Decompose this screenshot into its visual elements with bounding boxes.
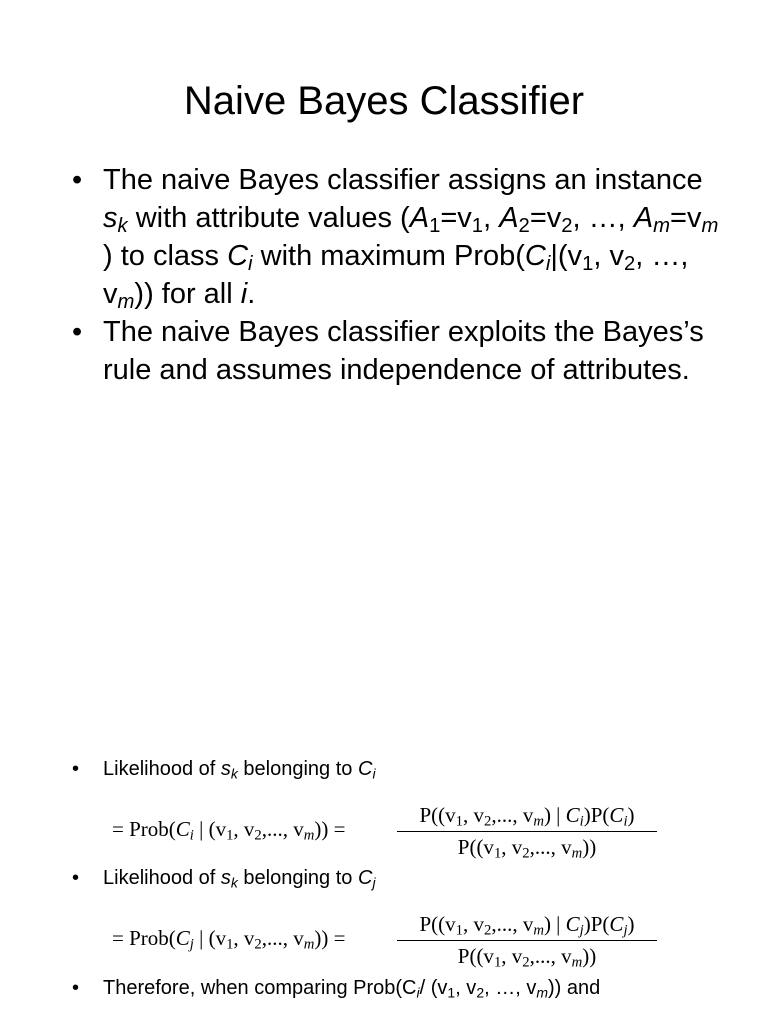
sub-2: 2: [522, 845, 530, 862]
bullet-text: =v: [529, 202, 562, 234]
sub-1: 1: [493, 954, 502, 971]
sub-m: m: [571, 954, 583, 971]
sub-m: m: [533, 813, 544, 830]
eq-text: P((v: [457, 944, 494, 968]
slide-title: Naive Bayes Classifier: [183, 79, 585, 123]
eq-text: ,..., v: [529, 944, 572, 968]
numerator: [397, 803, 657, 828]
sub-j: j: [623, 922, 628, 939]
denominator: [397, 835, 657, 860]
eq-text: ,..., v: [261, 817, 304, 841]
sub-1: 1: [429, 215, 441, 238]
bullet-symbol: •: [72, 758, 80, 780]
sub-1: 1: [455, 813, 463, 830]
var-c: C: [175, 926, 190, 950]
var-a: A: [633, 202, 654, 234]
sub-i: i: [372, 765, 376, 782]
likelihood-bullet-i: [72, 756, 732, 782]
eq-text: | (v: [193, 926, 227, 950]
bullet-text: belonging to: [237, 758, 358, 780]
var-i: i: [240, 278, 248, 310]
numerator: [397, 912, 657, 937]
bullet-text: .: [247, 278, 256, 310]
therefore-bullet: [72, 975, 732, 1001]
var-c: C: [227, 240, 249, 272]
sub-i: i: [623, 813, 628, 830]
sub-m: m: [303, 827, 315, 844]
eq-text: ,..., v: [491, 912, 534, 936]
sub-m: m: [303, 936, 315, 953]
bullet-item-2: [72, 313, 732, 389]
eq-text: ,..., v: [491, 803, 534, 827]
sub-i: i: [579, 813, 584, 830]
sub-1: 1: [493, 845, 502, 862]
sub-i: i: [416, 984, 420, 1001]
eq-text: , v: [462, 912, 484, 936]
sub-2: 2: [254, 827, 262, 844]
bullet-symbol: •: [72, 316, 83, 348]
equation-lhs: = $Prob(C_j$ | ($v_1$, $v_2$,..., $v_m$)) =: [112, 926, 346, 953]
sub-i: i: [545, 253, 551, 276]
sub-j: j: [372, 874, 376, 891]
equation-fraction: [397, 912, 657, 969]
sub-m: m: [701, 215, 719, 238]
eq-text: )) =: [314, 817, 346, 841]
sub-1: 1: [447, 984, 456, 1001]
sub-1: 1: [582, 253, 594, 276]
var-c: C: [565, 912, 580, 936]
bullet-text: Likelihood of: [103, 758, 221, 780]
bullet-text: )) and: [548, 977, 601, 999]
sub-k: k: [230, 765, 238, 782]
bullet-item-1: [72, 161, 732, 313]
eq-text: )P(: [583, 803, 610, 827]
equation-fraction: [397, 803, 657, 860]
eq-text: ,..., v: [261, 926, 304, 950]
sub-2: 2: [561, 215, 573, 238]
fraction-bar: [397, 940, 657, 941]
bullet-text: =v: [440, 202, 472, 234]
bullet-text: , v: [593, 240, 624, 272]
eq-text: )) =: [314, 926, 346, 950]
eq-text: = Prob: [112, 926, 169, 950]
bullet-symbol: •: [72, 164, 83, 196]
var-s: s: [103, 202, 118, 234]
equation-lhs: = $Prob(C_i$ | ($v_1$, $v_2$,..., $v_m$)) =: [112, 817, 346, 844]
sub-2: 2: [254, 936, 262, 953]
eq-text: ,..., v: [529, 835, 572, 859]
sub-i: i: [248, 253, 253, 276]
sub-m: m: [571, 845, 583, 862]
sub-m: m: [533, 922, 544, 939]
var-c: C: [524, 240, 546, 272]
sub-2: 2: [483, 922, 492, 939]
bullet-symbol: •: [72, 977, 80, 999]
bullet-text: , …,: [572, 202, 634, 234]
eq-text: , v: [501, 835, 523, 859]
bullet-text: with attribute values (: [127, 202, 410, 234]
sub-2: 2: [518, 215, 530, 238]
eq-text: P((v: [419, 912, 456, 936]
bullet-text: , …, v: [484, 977, 537, 999]
eq-text: ): [627, 803, 635, 827]
sub-m: m: [653, 215, 671, 238]
eq-text: , v: [462, 803, 484, 827]
sub-2: 2: [476, 984, 485, 1001]
sub-j: j: [189, 936, 194, 953]
eq-text: | (v: [193, 817, 227, 841]
likelihood-bullet-j: [72, 865, 732, 891]
bullet-text: / (v: [419, 977, 448, 999]
bullet-text: =v: [670, 202, 702, 234]
var-s: s: [220, 758, 231, 780]
bullet-text: , v: [455, 977, 477, 999]
eq-text: P((v: [419, 803, 456, 827]
sub-m: m: [536, 984, 549, 1001]
eq-text: P((v: [457, 835, 494, 859]
eq-text: , v: [233, 926, 255, 950]
eq-text: )): [582, 944, 597, 968]
main-bullet-list: [72, 161, 732, 389]
var-c: C: [609, 912, 624, 936]
var-s: s: [220, 867, 231, 889]
bullet-text: Therefore, when comparing Prob(C: [103, 977, 417, 999]
denominator: [397, 944, 657, 969]
bullet-text: The naive Bayes classifier assigns an instance: [103, 164, 703, 196]
eq-text: ) |: [543, 912, 566, 936]
bullet-text: )) for all: [134, 278, 241, 310]
sub-1: 1: [226, 936, 234, 953]
bullet-text: ) to class: [103, 240, 228, 272]
bullet-text: with maximum Prob(: [252, 240, 525, 272]
bullet-symbol: •: [72, 867, 80, 889]
sub-j: j: [579, 922, 584, 939]
var-c: C: [357, 867, 373, 889]
sub-2: 2: [483, 813, 492, 830]
eq-text: , v: [233, 817, 255, 841]
sub-m: m: [117, 291, 135, 314]
eq-text: ): [627, 912, 635, 936]
eq-text: )P(: [583, 912, 610, 936]
eq-text: )): [582, 835, 597, 859]
var-c: C: [175, 817, 190, 841]
sub-k: k: [230, 874, 238, 891]
var-c: C: [565, 803, 580, 827]
bullet-text: Likelihood of: [103, 867, 221, 889]
eq-text: = Prob: [112, 817, 169, 841]
sub-1: 1: [226, 827, 234, 844]
sub-1: 1: [455, 922, 463, 939]
bullet-text: belonging to: [237, 867, 358, 889]
sub-i: i: [189, 827, 194, 844]
var-c: C: [609, 803, 624, 827]
bullet-text: |(v: [550, 240, 583, 272]
fraction-bar: [397, 831, 657, 832]
sub-2: 2: [522, 954, 530, 971]
bullet-text: , …, v: [103, 240, 689, 310]
sub-2: 2: [623, 253, 636, 276]
eq-text: ) |: [543, 803, 566, 827]
bullet-text: The naive Bayes classifier exploits the Bayes’s rule and assumes independence of attributes.: [103, 316, 704, 386]
eq-text: , v: [501, 944, 523, 968]
bullet-text: ,: [483, 202, 500, 234]
sub-k: k: [117, 215, 128, 238]
var-c: C: [357, 758, 373, 780]
var-a: A: [499, 202, 519, 234]
sub-1: 1: [471, 215, 484, 238]
var-a: A: [409, 202, 430, 234]
